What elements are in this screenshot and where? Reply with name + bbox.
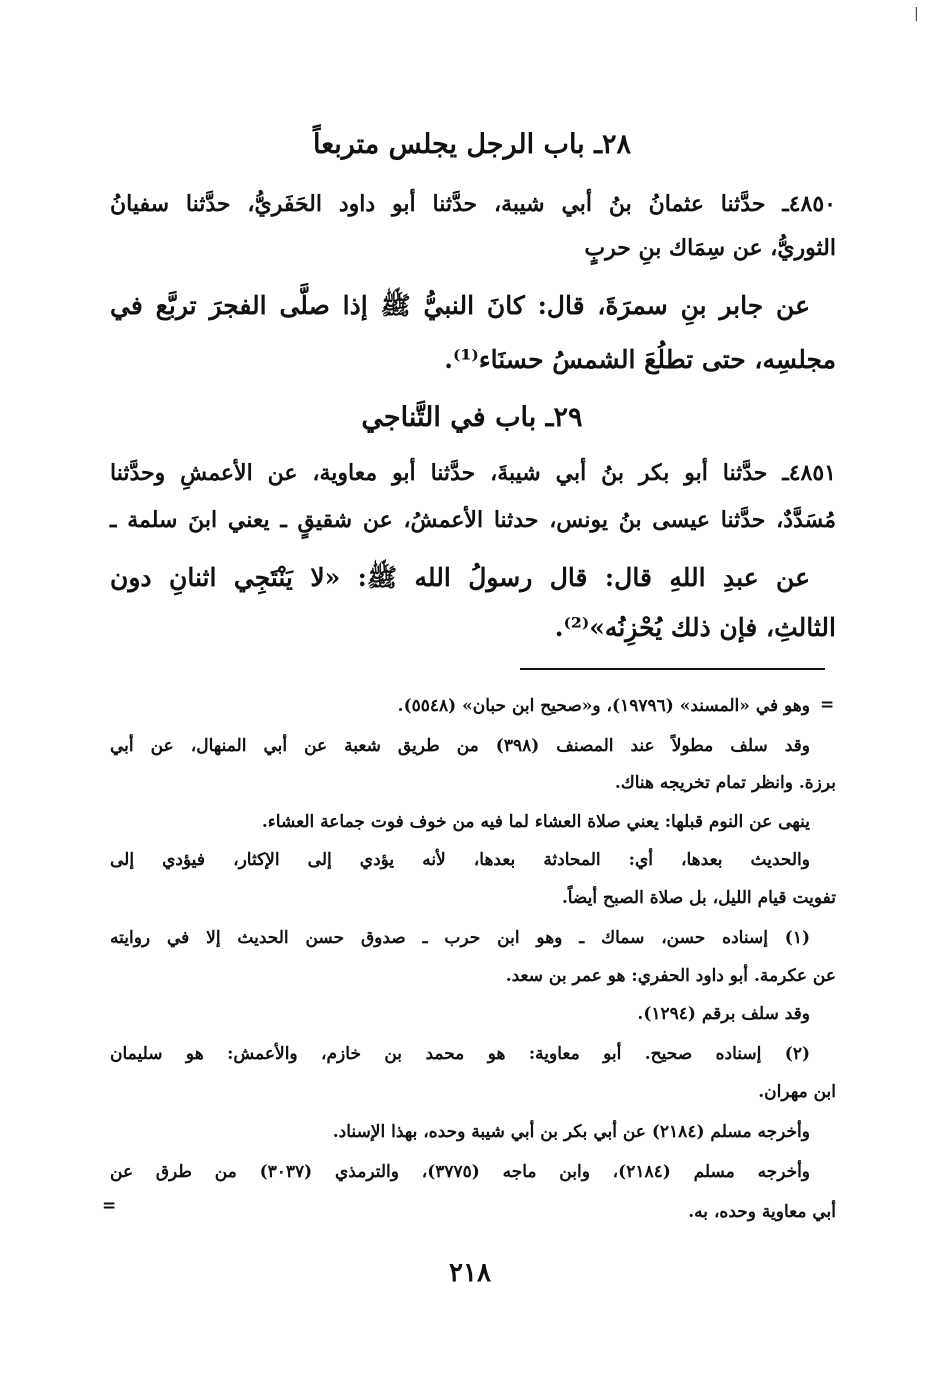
section-28-heading: ٢٨ـ باب الرجل يجلس متربعاً: [312, 129, 632, 160]
hadith-4850-isnad-line-2: الثوريُّ، عن سِمَاك بنِ حربٍ: [584, 235, 836, 261]
footnote-line: (١) إسناده حسن، سماك ـ وهو ابن حرب ـ صدوق حسن الحديث إلا في روايته: [110, 928, 810, 948]
hadith-4850-matn-line-2: مجلسِه، حتى تطلُعَ الشمسُ حسنَاء⁽¹⁾.: [444, 345, 836, 374]
footnote-line: برزة. وانظر تمام تخريجه هناك.: [614, 773, 836, 793]
footnote-line: أبي معاوية وحده، به.: [688, 1202, 836, 1222]
footnote-line: عن عكرمة. أبو داود الحفري: هو عمر بن سعد.: [505, 966, 836, 986]
footnote-line: وأخرجه مسلم (٢١٨٤)، وابن ماجه (٣٧٧٥)، والترمذي (٣٠٣٧) من طرق عن: [110, 1162, 811, 1182]
footnote-line: وأخرجه مسلم (٢١٨٤) عن أبي بكر بن أبي شيبة وحده، بهذا الإسناد.: [332, 1122, 810, 1142]
footnote-line: (٢) إسناده صحيح. أبو معاوية: هو محمد بن خازم، والأعمش: هو سليمان: [110, 1044, 810, 1064]
footnote-line: وهو في «المسند» (١٩٧٩٦)، و«صحيح ابن حبان» (٥٥٤٨).: [397, 696, 810, 716]
continuation-mark-bottom: =: [102, 1196, 117, 1216]
footnote-line: وقد سلف برقم (١٢٩٤).: [637, 1004, 810, 1024]
corner-mark: |: [914, 6, 919, 22]
footnote-line: والحديث بعدها، أي: المحادثة بعدها، لأنه يؤدي إلى الإكثار، فيؤدي إلى: [110, 850, 810, 870]
footnote-line: ابن مهران.: [758, 1082, 836, 1102]
hadith-4850-matn-line-1: عن جابر بنِ سمرَةَ، قال: كانَ النبيُّ ﷺ إذا صلَّى الفجرَ تربَّع في: [110, 291, 810, 320]
footnote-divider: [520, 668, 825, 670]
footnote-line: تفويت قيام الليل، بل صلاة الصبح أيضاً.: [561, 888, 836, 908]
continuation-mark-top: =: [820, 695, 835, 715]
hadith-4851-matn-line-2: الثالثِ، فإن ذلك يُحْزِنُه»⁽²⁾.: [554, 613, 836, 642]
hadith-4851-isnad-line-2: مُسَدَّدٌ، حدَّثنا عيسى بنُ يونس، حدثنا الأعمشُ، عن شقيقٍ ـ يعني ابنَ سلمة ـ: [110, 507, 836, 533]
hadith-4851-isnad-line-1: ٤٨٥١ـ حدَّثنا أبو بكر بنُ أبي شيبةَ، حدَّثنا أبو معاوية، عن الأعمشِ وحدَّثنا: [110, 460, 836, 486]
footnote-line: وقد سلف مطولاً عند المصنف (٣٩٨) من طريق شعبة عن أبي المنهال، عن أبي: [110, 736, 810, 756]
hadith-4850-isnad-line-1: ٤٨٥٠ـ حدَّثنا عثمانُ بنُ أبي شيبة، حدَّثنا أبو داود الحَفَريُّ، حدَّثنا سفيانُ: [110, 191, 836, 217]
footnote-line: ينهى عن النوم قبلها: يعني صلاة العشاء لما فيه من خوف فوت جماعة العشاء.: [261, 812, 810, 832]
section-29-heading: ٢٩ـ باب في التَّناجي: [361, 402, 583, 433]
hadith-4851-matn-line-1: عن عبدِ اللهِ قال: قال رسولُ الله ﷺ: «لا يَنْتَجِي اثنانِ دون: [110, 563, 810, 592]
page-number: ٢١٨: [449, 1258, 491, 1288]
